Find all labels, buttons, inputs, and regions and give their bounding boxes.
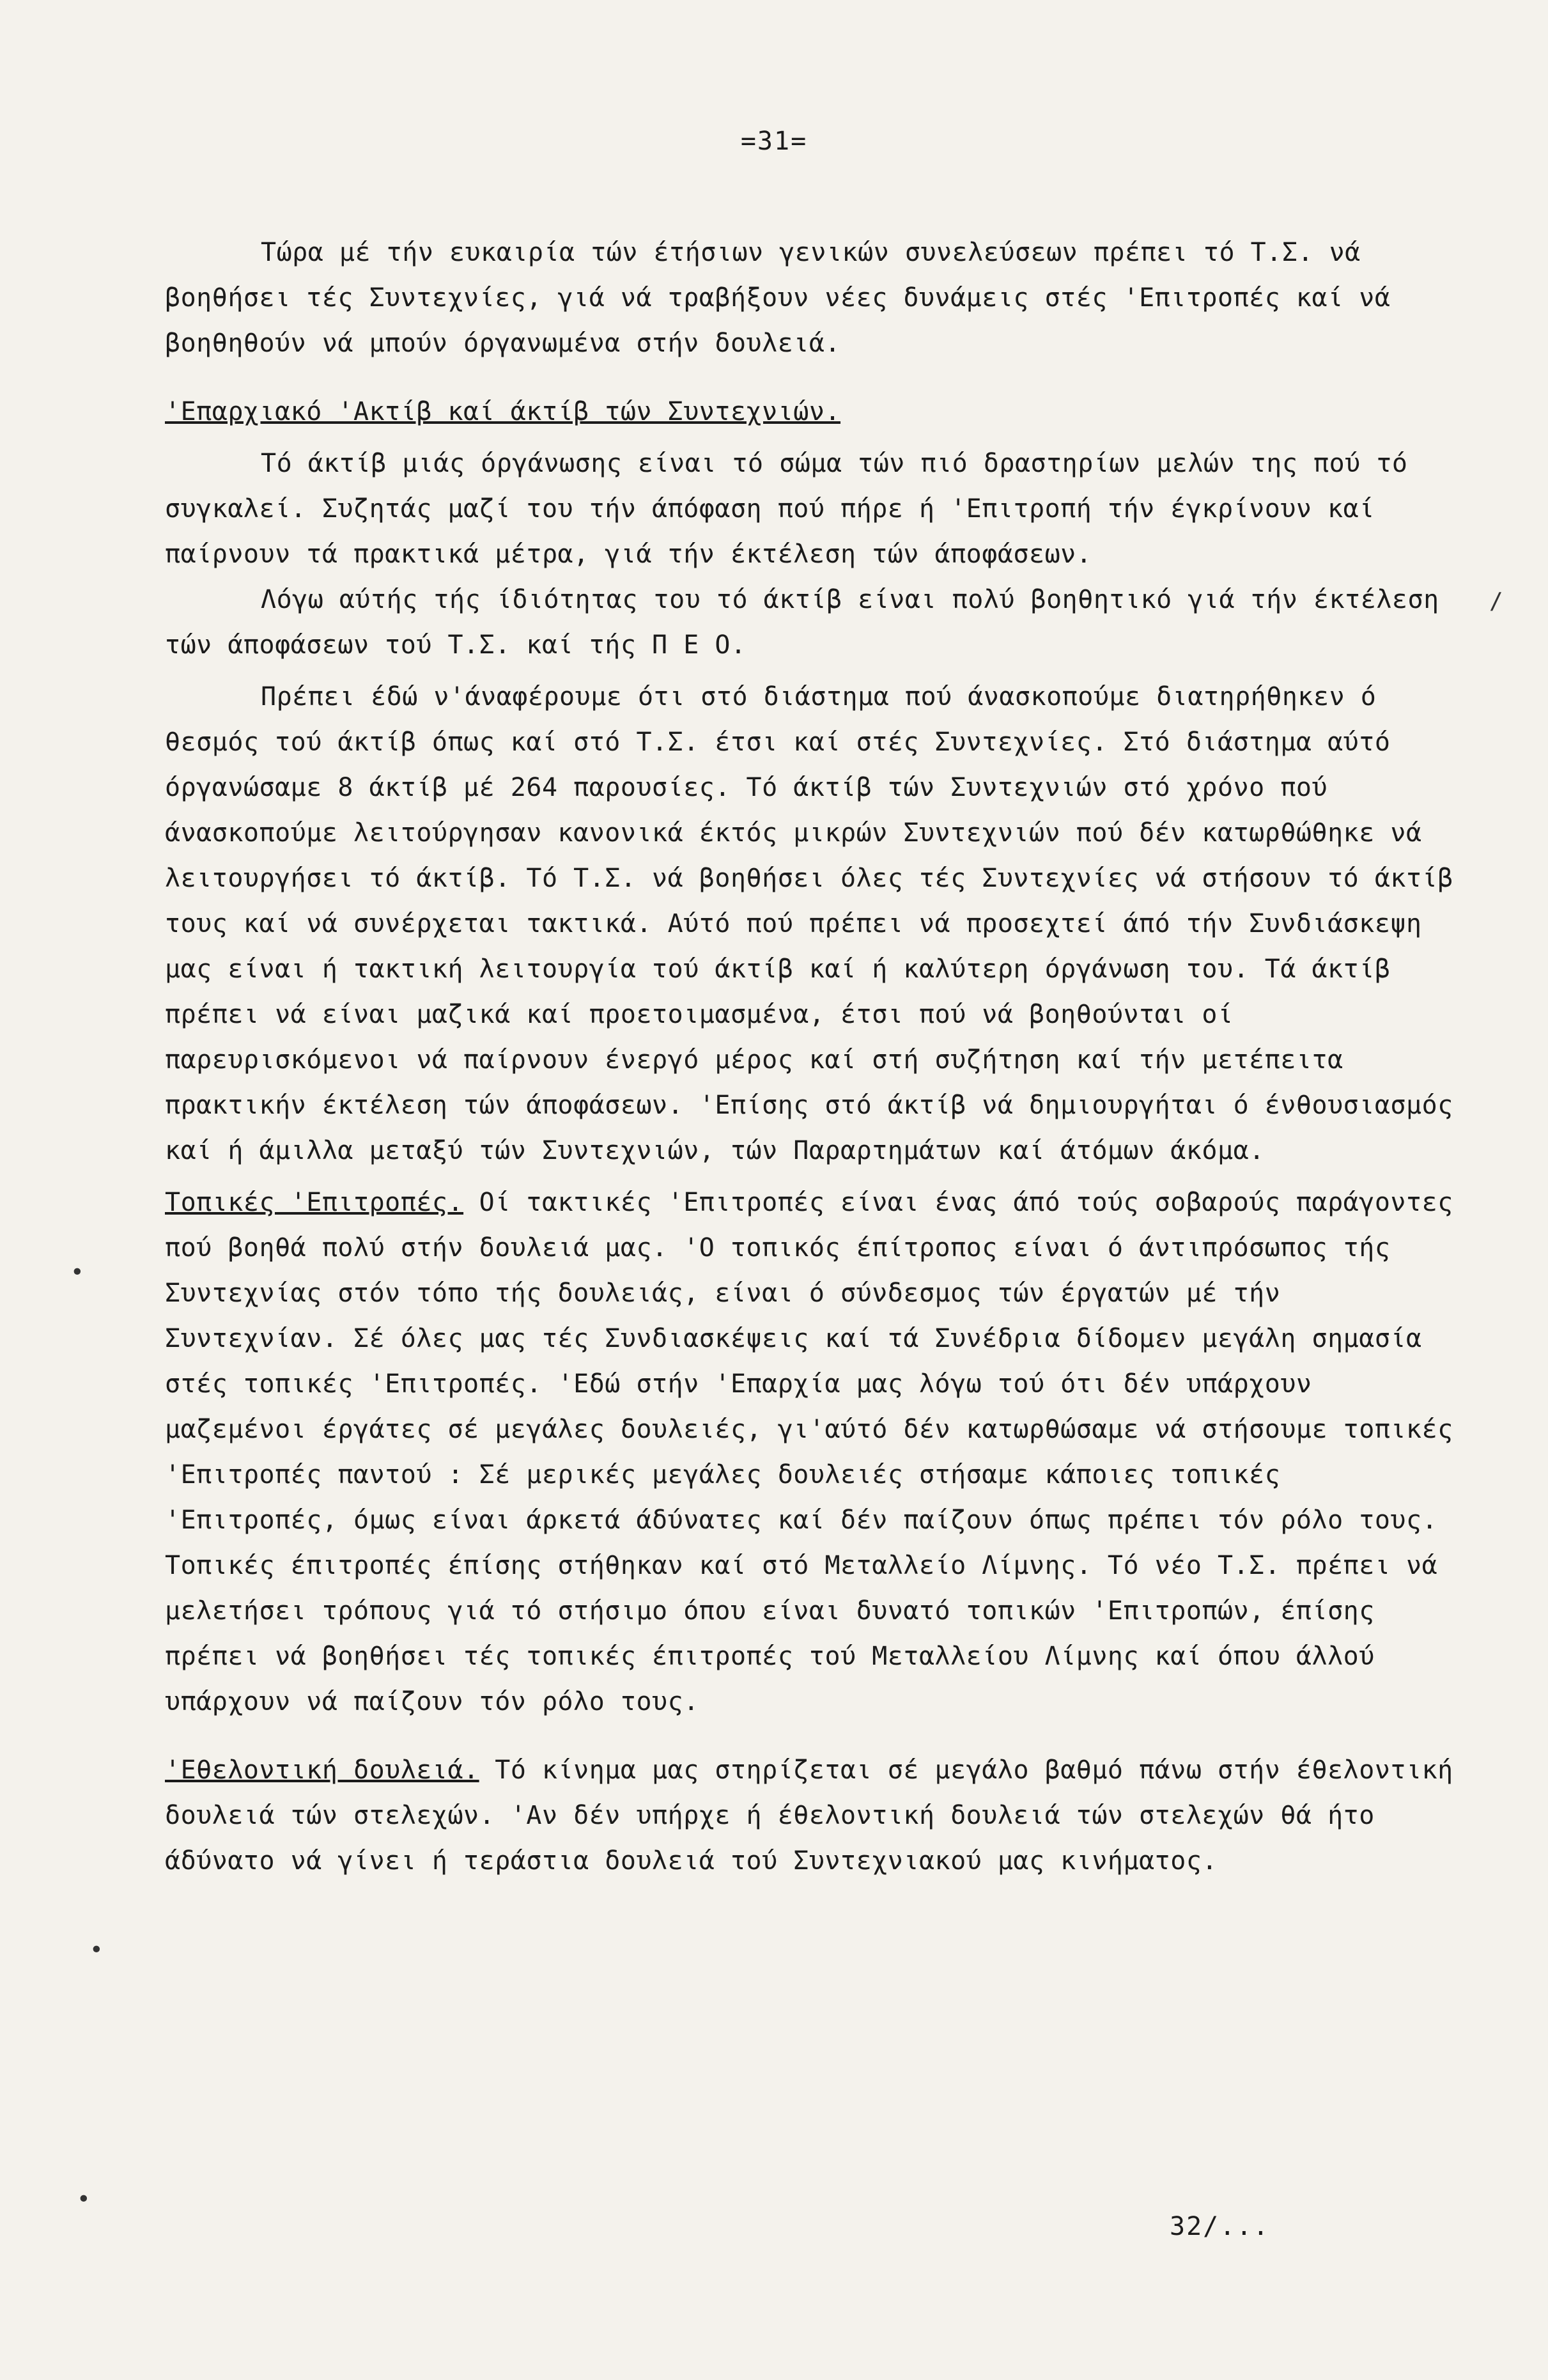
- paragraph-intro: Τώρα μέ τήν ευκαιρία τών έτήσιων γενικών συνελεύσεων πρέπει τό Τ.Σ. νά βοηθήσει τές Συντεχνίες, γιά νά τραβήξουν νέες δυνάμεις στές 'Επιτροπές καί νά βοηθηθούν νά μπούν όργανωμένα στήν δουλειά.: [165, 238, 1391, 358]
- heading-ethelontiki-douleia: 'Εθελοντική δουλειά.: [165, 1755, 479, 1785]
- next-page-marker: 32/...: [1170, 2212, 1270, 2241]
- page-number: =31=: [740, 127, 808, 156]
- paragraph-topikes-epitropes: [165, 1180, 1456, 1725]
- paragraph-ethelontiki-text: Τό κίνημα μας στηρίζεται σέ μεγάλο βαθμό πάνω στήν έθελοντική δουλειά τών στελεχών. 'Αν δέν υπήρχε ή έθελοντική δουλειά τών στελεχών θά ήτο άδύνατο νά γίνει ή τεράστια δουλειά τού Συντεχνιακού μας κινήματος.: [165, 1755, 1453, 1876]
- margin-dot-mark: •: [77, 2186, 91, 2213]
- paragraph-topikes-text: Οί τακτικές 'Επιτροπές είναι ένας άπό τούς σοβαρούς παράγοντες πού βοηθά πολύ στήν δουλειά μας. 'Ο τοπικός έπίτροπος είναι ό άντιπρόσωπος τής Συντεχνίας στόν τόπο τής δουλειάς, είναι ό σύνδεσμος τών έργατών μέ τήν Συντεχνίαν. Σέ όλες μας τές Συνδιασκέψεις καί τά Συνέδρια δίδομεν μεγάλη σημασία στές τοπικές 'Επιτροπές. 'Εδώ στήν 'Επαρχία μας λόγω τού ότι δέν υπάρχουν μαζεμένοι έργάτες σέ μεγάλες δουλειές, γι'αύτό δέν κατωρθώσαμε νά στήσουμε τοπικές 'Επιτροπές παντού : Σέ μερικές μεγάλες δουλειές στήσαμε κάποιες τοπικές 'Επιτροπές, όμως είναι άρκετά άδύνατες καί δέν παίζουν όπως πρέπει τόν ρόλο τους. Τοπικές έπιτροπές έπίσης στήθηκαν καί στό Μεταλλείο Λίμνης. Τό νέο Τ.Σ. πρέπει νά μελετήσει τρόπους γιά τό στήσιμο όπου είναι δυνατό τοπικών 'Επιτροπών, έπίσης πρέπει νά βοηθήσει τές τοπικές έπιτροπές τού Μεταλλείου Λίμνης καί όπου άλλού υπάρχουν νά παίζουν τόν ρόλο τους.: [165, 1188, 1453, 1716]
- paragraph-aktiv-usefulness: Λόγω αύτής τής ίδιότητας του τό άκτίβ είναι πολύ βοηθητικό γιά τήν έκτέλεση τών άποφάσεων τού Τ.Σ. καί τής Π Ε Ο.: [165, 585, 1439, 660]
- paragraph-aktiv-review: Πρέπει έδώ ν'άναφέρουμε ότι στό διάστημα πού άνασκοπούμε διατηρήθηκεν ό θεσμός τού άκτίβ όπως καί στό Τ.Σ. έτσι καί στές Συντεχνίες. Στό διάστημα αύτό όργανώσαμε 8 άκτίβ μέ 264 παρουσίες. Τό άκτίβ τών Συντεχνιών στό χρόνο πού άνασκοπούμε λειτούργησαν κανονικά έκτός μικρών Συντεχνιών πού δέν κατωρθώθηκε νά λειτουργήσει τό άκτίβ. Τό Τ.Σ. νά βοηθήσει όλες τές Συντεχνίες νά στήσουν τό άκτίβ τους καί νά συνέρχεται τακτικά. Αύτό πού πρέπει νά προσεχτεί άπό τήν Συνδιάσκεψη μας είναι ή τακτική λειτουργία τού άκτίβ καί ή καλύτερη όργάνωση του. Τά άκτίβ πρέπει νά είναι μαζικά καί προετοιμασμένα, έτσι πού νά βοηθούνται οί παρευρισκόμενοι νά παίρνουν ένεργό μέρος καί στή συζήτηση καί τήν μετέπειτα πρακτικήν έκτέλεση τών άποφάσεων. 'Επίσης στό άκτίβ νά δημιουργήται ό ένθουσιασμός καί ή άμιλλα μεταξύ τών Συντεχνιών, τών Παραρτημάτων καί άτόμων άκόμα.: [165, 682, 1453, 1165]
- paragraph-aktiv-definition: Τό άκτίβ μιάς όργάνωσης είναι τό σώμα τών πιό δραστηρίων μελών της πού τό συγκαλεί. Συζητάς μαζί του τήν άπόφαση πού πήρε ή 'Επιτροπή τήν έγκρίνουν καί παίρνουν τά πρακτικά μέτρα, γιά τήν έκτέλεση τών άποφάσεων.: [165, 449, 1408, 569]
- document-body: [165, 230, 1456, 1884]
- margin-dot-mark: •: [70, 1259, 84, 1286]
- heading-topikes-epitropes: Τοπικές 'Επιτροπές.: [165, 1188, 464, 1217]
- paragraph-ethelontiki-douleia: [165, 1748, 1456, 1884]
- heading-eparchiako-aktiv: 'Επαρχιακό 'Ακτίβ καί άκτίβ τών Συντεχνιών.: [165, 397, 841, 426]
- section-heading-eparchiako-aktiv: [165, 389, 1456, 435]
- margin-slash-mark: /: [1489, 588, 1503, 614]
- margin-dot-mark: •: [89, 1937, 104, 1963]
